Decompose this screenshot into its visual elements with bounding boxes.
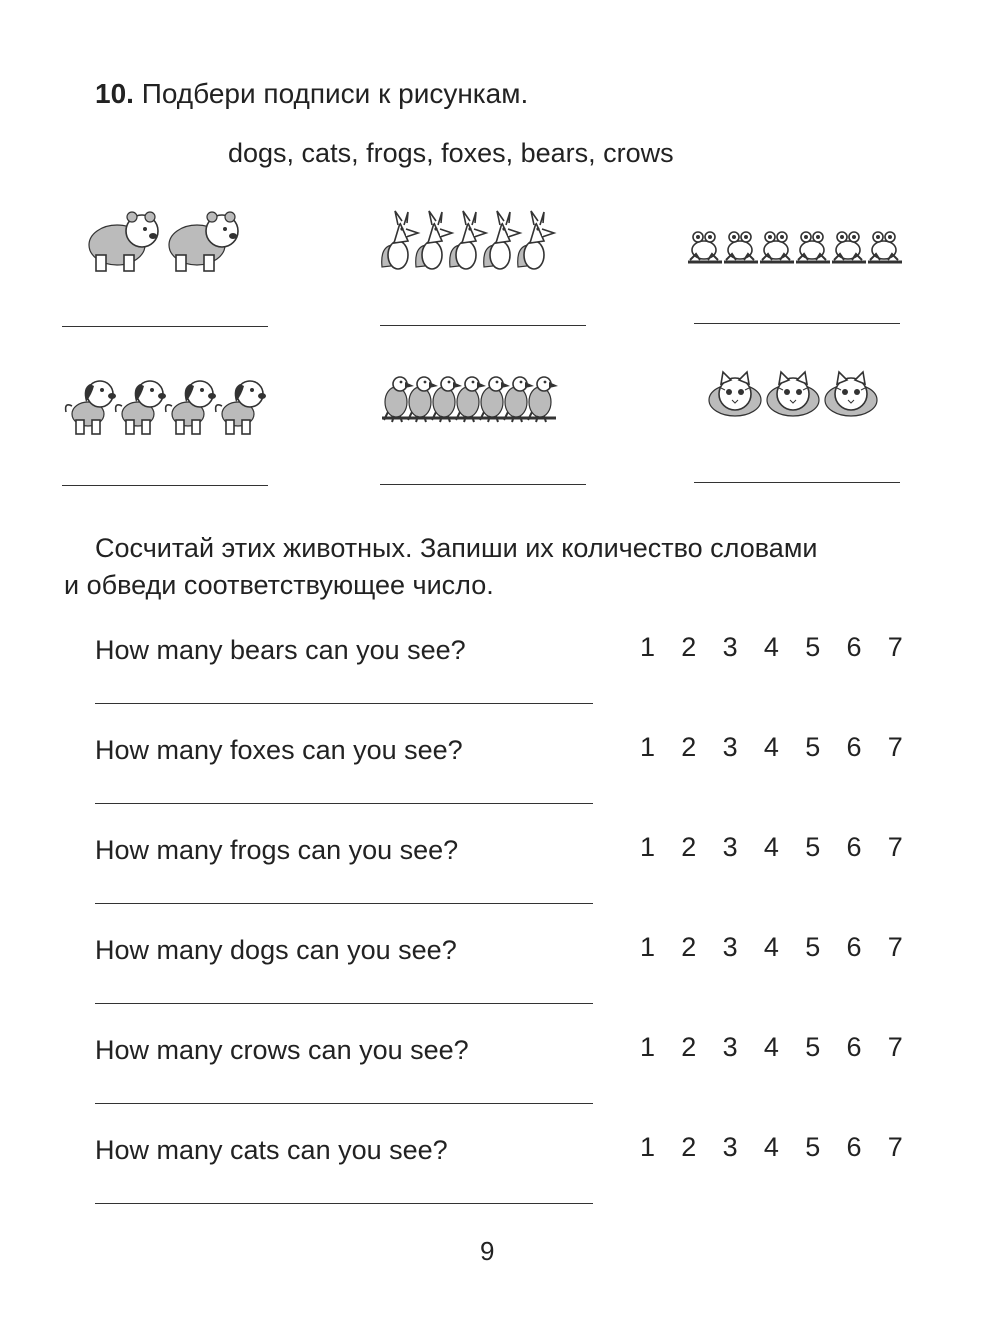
number-choice[interactable]: 7 — [887, 932, 903, 962]
number-choice[interactable]: 3 — [722, 832, 738, 862]
count-instruction — [64, 530, 944, 604]
answer-line[interactable] — [95, 1103, 593, 1104]
question-text: How many frogs can you see? — [95, 835, 459, 865]
page-number: 9 — [480, 1236, 495, 1266]
frog-icon — [760, 232, 794, 262]
number-choice[interactable]: 5 — [805, 1132, 821, 1162]
frog-icon — [688, 232, 722, 262]
question-text: How many bears can you see? — [95, 635, 466, 665]
frog-icon — [796, 232, 830, 262]
fox-icon — [416, 211, 452, 269]
number-choice[interactable]: 6 — [846, 1032, 862, 1062]
question-text: How many dogs can you see? — [95, 935, 457, 965]
dog-icon — [66, 381, 116, 434]
answer-line[interactable] — [95, 703, 593, 704]
number-choice[interactable]: 2 — [681, 932, 697, 962]
exercise-number: 10. — [95, 78, 134, 109]
number-choice[interactable]: 1 — [640, 932, 656, 962]
number-choice[interactable]: 1 — [640, 632, 656, 662]
number-choice[interactable]: 1 — [640, 1132, 656, 1162]
dog-icon — [166, 381, 216, 434]
number-choice[interactable]: 7 — [887, 732, 903, 762]
fox-icon — [450, 211, 486, 269]
number-choice[interactable]: 3 — [722, 1032, 738, 1062]
number-choice[interactable]: 1 — [640, 732, 656, 762]
number-choice[interactable]: 2 — [681, 632, 697, 662]
number-choices — [640, 1132, 929, 1163]
count-instruction-line-1: Сосчитай этих животных. Запиши их количество словами — [95, 533, 818, 563]
count-instruction-line-2: и обведи соответствующее число. — [64, 570, 494, 600]
number-choice[interactable]: 2 — [681, 732, 697, 762]
number-choices — [640, 932, 929, 963]
frog-icon — [724, 232, 758, 262]
frog-icon — [868, 232, 902, 262]
number-choice[interactable]: 2 — [681, 832, 697, 862]
number-choice[interactable]: 4 — [763, 1132, 779, 1162]
caption-line-bears[interactable] — [62, 326, 268, 327]
crows-picture — [382, 372, 562, 429]
number-choice[interactable]: 2 — [681, 1032, 697, 1062]
caption-line-cats[interactable] — [694, 482, 900, 483]
answer-line[interactable] — [95, 1003, 593, 1004]
number-choice[interactable]: 6 — [846, 932, 862, 962]
number-choice[interactable]: 7 — [887, 632, 903, 662]
number-choice[interactable]: 7 — [887, 1132, 903, 1162]
number-choices — [640, 832, 929, 863]
bear-icon — [89, 212, 158, 271]
number-choice[interactable]: 4 — [763, 932, 779, 962]
number-choice[interactable]: 4 — [763, 732, 779, 762]
number-choices — [640, 632, 929, 663]
number-choice[interactable]: 1 — [640, 1032, 656, 1062]
number-choice[interactable]: 5 — [805, 832, 821, 862]
number-choice[interactable]: 5 — [805, 1032, 821, 1062]
number-choice[interactable]: 4 — [763, 832, 779, 862]
frogs-picture — [688, 220, 908, 273]
cat-icon — [767, 372, 819, 416]
number-choices — [640, 732, 929, 763]
number-choice[interactable]: 5 — [805, 732, 821, 762]
number-choice[interactable]: 1 — [640, 832, 656, 862]
number-choice[interactable]: 2 — [681, 1132, 697, 1162]
number-choice[interactable]: 3 — [722, 1132, 738, 1162]
number-choice[interactable]: 3 — [722, 732, 738, 762]
cat-icon — [825, 372, 877, 416]
fox-icon — [382, 211, 418, 269]
caption-line-foxes[interactable] — [380, 325, 586, 326]
word-bank: dogs, cats, frogs, foxes, bears, crows — [228, 138, 674, 168]
question-text: How many foxes can you see? — [95, 735, 463, 765]
number-choice[interactable]: 7 — [887, 1032, 903, 1062]
caption-line-frogs[interactable] — [694, 323, 900, 324]
dogs-picture — [64, 372, 274, 443]
number-choice[interactable]: 3 — [722, 632, 738, 662]
number-choice[interactable]: 3 — [722, 932, 738, 962]
crow-icon — [526, 377, 558, 422]
caption-line-crows[interactable] — [380, 484, 586, 485]
number-choices — [640, 1032, 929, 1063]
question-text: How many cats can you see? — [95, 1135, 448, 1165]
exercise-title — [95, 78, 528, 110]
foxes-picture — [378, 205, 588, 282]
cats-picture — [705, 370, 895, 425]
number-choice[interactable]: 7 — [887, 832, 903, 862]
number-choice[interactable]: 6 — [846, 632, 862, 662]
exercise-instruction: Подбери подписи к рисункам. — [141, 78, 529, 109]
dog-icon — [216, 381, 266, 434]
dog-icon — [116, 381, 166, 434]
bear-icon — [169, 212, 238, 271]
number-choice[interactable]: 4 — [763, 1032, 779, 1062]
answer-line[interactable] — [95, 903, 593, 904]
number-choice[interactable]: 5 — [805, 632, 821, 662]
answer-line[interactable] — [95, 1203, 593, 1204]
fox-icon — [484, 211, 520, 269]
question-text: How many crows can you see? — [95, 1035, 469, 1065]
frog-icon — [832, 232, 866, 262]
number-choice[interactable]: 6 — [846, 732, 862, 762]
number-choice[interactable]: 6 — [846, 1132, 862, 1162]
number-choice[interactable]: 6 — [846, 832, 862, 862]
caption-line-dogs[interactable] — [62, 485, 268, 486]
cat-icon — [709, 372, 761, 416]
fox-icon — [518, 211, 554, 269]
bears-picture — [82, 205, 262, 280]
number-choice[interactable]: 5 — [805, 932, 821, 962]
number-choice[interactable]: 4 — [763, 632, 779, 662]
answer-line[interactable] — [95, 803, 593, 804]
